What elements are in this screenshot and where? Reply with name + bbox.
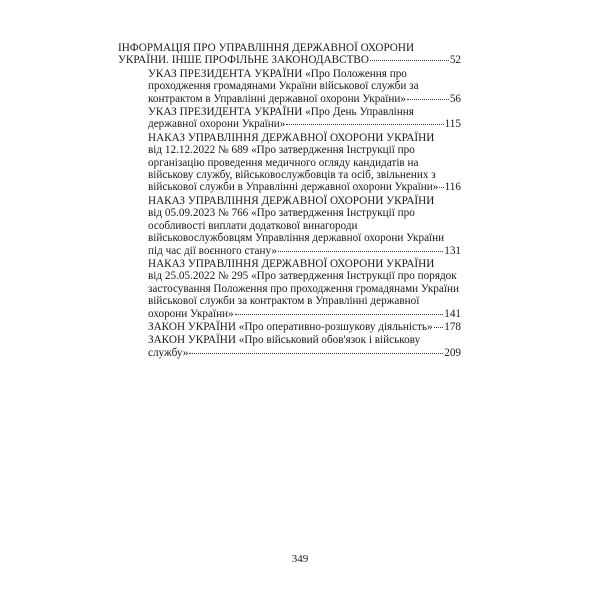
toc-entry-last-line [148, 308, 461, 320]
toc-entry-last-line [148, 181, 461, 193]
toc-entry-line: особливості виплати додаткової винагороди [148, 219, 358, 232]
toc-entry-line: НАКАЗ УПРАВЛІННЯ ДЕРЖАВНОЇ ОХОРОНИ УКРАЇНИ [148, 194, 435, 207]
toc-entry-line: застосування Положення про проходження громадянами України [148, 282, 459, 295]
toc-entry-text: службу» [148, 346, 189, 359]
toc-page-number: 52 [449, 54, 461, 67]
toc-entry-line: проходження громадянами України військової служби за [148, 80, 419, 93]
toc-entry-line: від 25.05.2022 № 295 «Про затвердження Інструкції про порядок [148, 270, 457, 283]
toc-entry-last-line [148, 347, 461, 359]
toc-entry-line: НАКАЗ УПРАВЛІННЯ ДЕРЖАВНОЇ ОХОРОНИ УКРАЇНИ [148, 131, 435, 144]
toc-entry [118, 258, 461, 320]
toc-page-number: 56 [449, 92, 461, 105]
toc-page-number: 115 [444, 118, 461, 131]
toc-entry [118, 334, 461, 359]
toc-entry-line: військової служби за контрактом в Управлінні державної [148, 295, 420, 308]
toc-entry-line: організацію проведення медичного огляду кандидатів на [148, 156, 419, 169]
toc-entry-line: УКАЗ ПРЕЗИДЕНТА УКРАЇНИ «Про Положення про [148, 67, 407, 80]
dot-leader [189, 353, 443, 354]
toc-entry-last-line [148, 321, 461, 333]
toc-entry-line: від 12.12.2022 № 689 «Про затвердження Інструкції про [148, 144, 415, 157]
toc-entry-text: військової служби в Управлінні державної охорони України» [148, 181, 439, 194]
dot-leader [407, 99, 449, 100]
toc-entry-text: охорони України» [148, 307, 234, 320]
toc-entry-last-line [148, 93, 461, 105]
toc-entry [118, 68, 461, 105]
toc-page-number: 178 [444, 320, 461, 333]
toc-entry-text: під час дії воєнного стану» [148, 244, 277, 257]
toc-entry-line: ЗАКОН УКРАЇНИ «Про військовий обов'язок і військову [148, 334, 421, 347]
dot-leader [286, 124, 443, 125]
toc-entry [118, 132, 461, 194]
toc-page-number: 131 [444, 244, 461, 257]
toc-entry-text: контрактом в Управлінні державної охорони України» [148, 92, 406, 105]
table-of-contents [118, 42, 461, 360]
toc-entry [118, 195, 461, 257]
toc-page-number: 116 [444, 181, 461, 194]
dot-leader [278, 251, 443, 252]
dot-leader [434, 327, 444, 328]
toc-entry-text: державної охорони України» [148, 118, 286, 131]
toc-entry-line: УКАЗ ПРЕЗИДЕНТА УКРАЇНИ «Про День Управління [148, 106, 414, 119]
toc-entry-line: ІНФОРМАЦІЯ ПРО УПРАВЛІННЯ ДЕРЖАВНОЇ ОХОРОНИ [118, 42, 415, 54]
toc-entry-line: НАКАЗ УПРАВЛІННЯ ДЕРЖАВНОЇ ОХОРОНИ УКРАЇНИ [148, 257, 435, 270]
toc-entry [118, 106, 461, 131]
toc-entry-text: УКРАЇНИ. ІНШЕ ПРОФІЛЬНЕ ЗАКОНОДАВСТВО [118, 54, 369, 67]
toc-entry-line: військовослужбовцям Управління державної охорони України [148, 232, 445, 245]
dot-leader [235, 314, 444, 315]
toc-entry-last-line [148, 245, 461, 257]
dot-leader [439, 187, 443, 188]
toc-page-number: 141 [444, 307, 461, 320]
toc-entry-line: військову службу, військовослужбовців та осіб, звільнених з [148, 169, 436, 182]
toc-entry-line: від 05.09.2023 № 766 «Про затвердження Інструкції про [148, 207, 415, 220]
dot-leader [370, 60, 449, 61]
toc-entry-last-line [148, 118, 461, 130]
page-number: 349 [291, 553, 309, 565]
toc-entry-text: ЗАКОН УКРАЇНИ «Про оперативно-розшукову діяльність» [148, 320, 433, 333]
toc-page-number: 209 [444, 346, 461, 359]
toc-entry [118, 42, 461, 67]
toc-entry-last-line [118, 54, 461, 66]
toc-entry [118, 321, 461, 333]
